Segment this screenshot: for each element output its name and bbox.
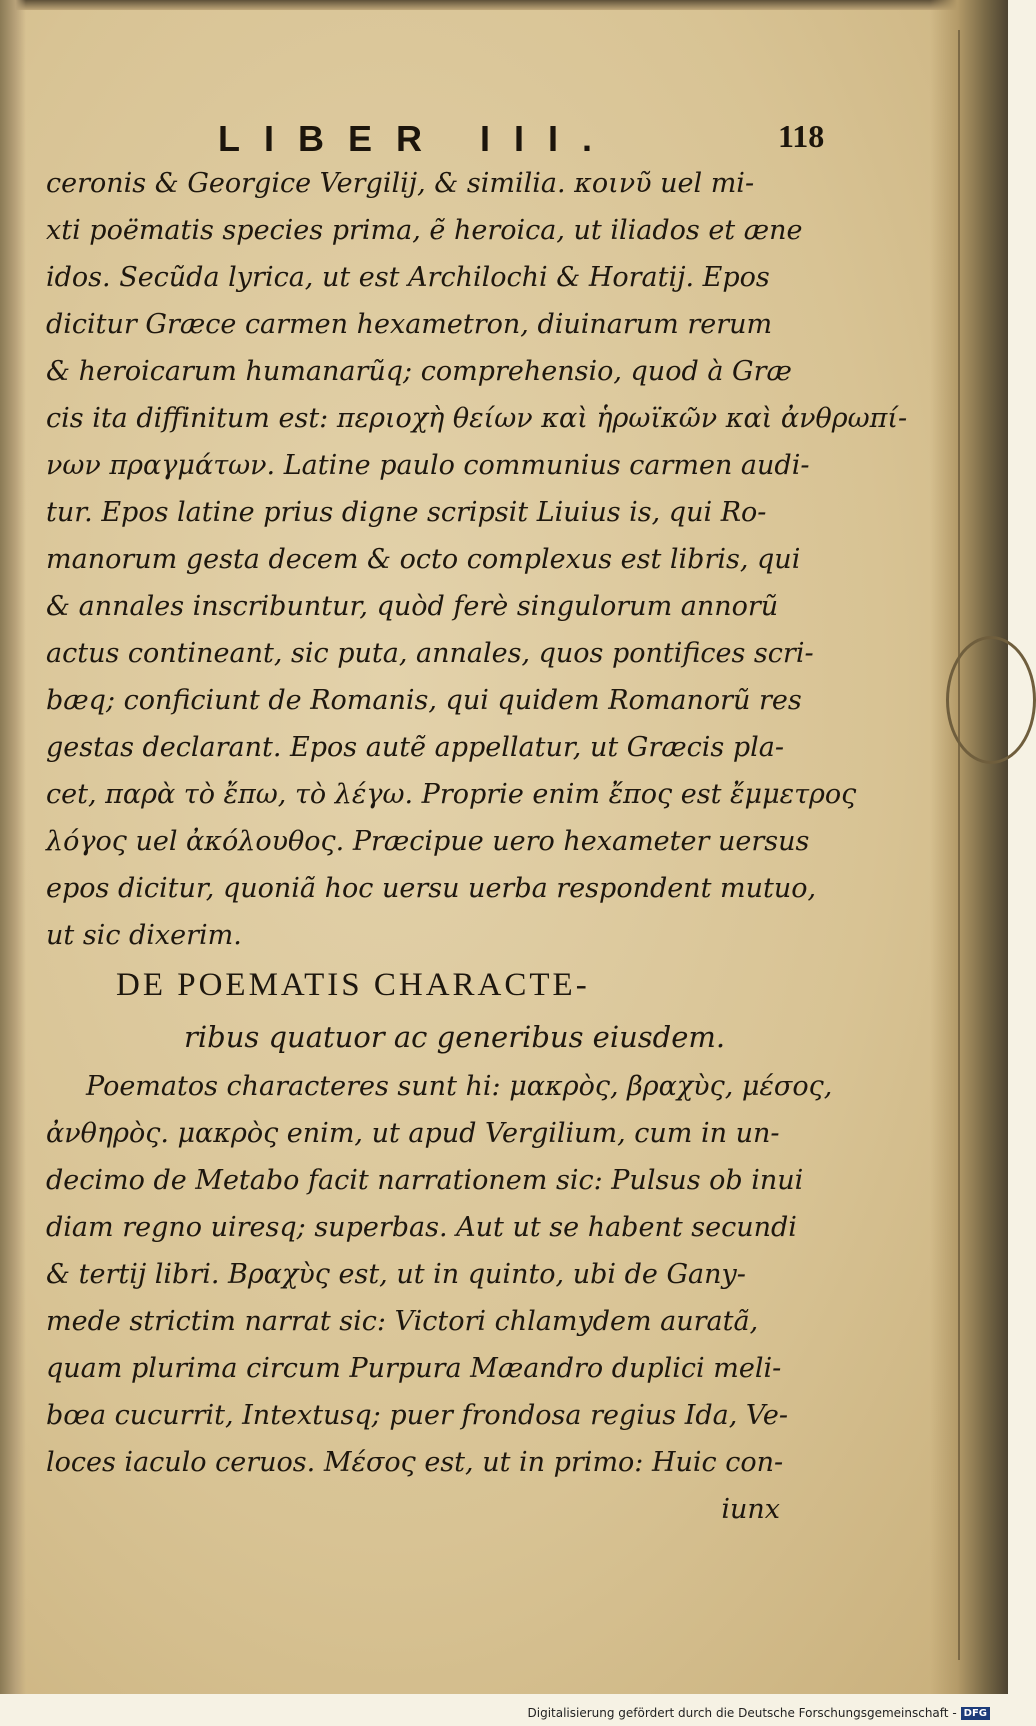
text-line: ut sic dixerim.	[46, 920, 242, 951]
text-line: ἀνθηρὸς. μακρὸς enim, ut apud Vergilium, cum in un-	[46, 1118, 780, 1149]
text-line: xti poëmatis species prima, ẽ heroica, ut iliados et æne	[46, 215, 803, 246]
text-line: & tertij libri. Βραχὺς est, ut in quinto, ubi de Gany-	[46, 1259, 746, 1290]
text-line: λόγος uel ἀκόλουθος. Præcipue uero hexameter uersus	[46, 826, 810, 857]
text-line: loces iaculo ceruos. Μέσος est, ut in primo: Huic con-	[46, 1447, 784, 1478]
page-top-edge	[0, 0, 968, 10]
text-line: & heroicarum humanarũq; comprehensio, quod à Græ	[46, 356, 792, 387]
text-line: tur. Epos latine prius digne scripsit Liuius is, qui Ro-	[46, 497, 767, 528]
text-line: mede strictim narrat sic: Victori chlamydem auratã,	[46, 1306, 759, 1337]
catchword: iunx	[721, 1494, 780, 1525]
clasp-ring	[946, 636, 1036, 764]
text-line: epos dicitur, quoniã hoc uersu uerba respondent mutuo,	[46, 873, 817, 904]
text-line: νων πραγμάτων. Latine paulo communius carmen audi-	[46, 450, 810, 481]
running-head-title: LIBER III.	[218, 118, 617, 159]
text-line: dicitur Græce carmen hexametron, diuinarum rerum	[46, 309, 773, 340]
text-line: idos. Secũda lyrica, ut est Archilochi & Horatij. Epos	[46, 262, 770, 293]
text-block	[46, 160, 908, 1533]
dfg-logo: DFG	[961, 1707, 990, 1720]
section-heading: DE POEMATIS CHARACTE-	[116, 967, 590, 1003]
text-line: cis ita diffinitum est: περιοχὴ θείων καὶ ἡρωϊκῶν καὶ ἀνθρωπί-	[46, 403, 908, 434]
text-line: quam plurima circum Purpura Mæandro duplici meli-	[46, 1353, 782, 1384]
text-line: diam regno uiresq; superbas. Aut ut se habent secundi	[46, 1212, 797, 1243]
text-line: cet, παρὰ τὸ ἔπω, τὸ λέγω. Proprie enim ἔπος est ἔμμετρος	[46, 779, 857, 810]
text-line: actus contineant, sic puta, annales, quos pontifices scri-	[46, 638, 814, 669]
text-line: manorum gesta decem & octo complexus est libris, qui	[46, 544, 801, 575]
text-line: Poematos characteres sunt hi: μακρὸς, βραχὺς, μέσος,	[86, 1071, 833, 1102]
text-line: decimo de Metabo facit narrationem sic: Pulsus ob inui	[46, 1165, 804, 1196]
text-line: bæq; conficiunt de Romanis, qui quidem Romanorũ res	[46, 685, 802, 716]
gutter-shadow	[0, 0, 26, 1694]
folio-number: 118	[778, 118, 825, 154]
text-line: & annales inscribuntur, quòd ferè singulorum annorũ	[46, 591, 779, 622]
section-heading-continued: ribus quatuor ac generibus eiusdem.	[184, 1020, 726, 1054]
book-edge	[930, 0, 1008, 1694]
footer-text: Digitalisierung gefördert durch die Deutsche Forschungsgemeinschaft -	[527, 1706, 957, 1720]
digitization-footer	[520, 1702, 990, 1724]
book-edge-line	[958, 30, 960, 1660]
text-line: gestas declarant. Epos autẽ appellatur, ut Græcis pla-	[46, 732, 784, 763]
text-line: bœa cucurrit, Intextusq; puer frondosa regius Ida, Ve-	[46, 1400, 789, 1431]
text-line: ceronis & Georgice Vergilij, & similia. κοινῦ uel mi-	[46, 168, 755, 199]
